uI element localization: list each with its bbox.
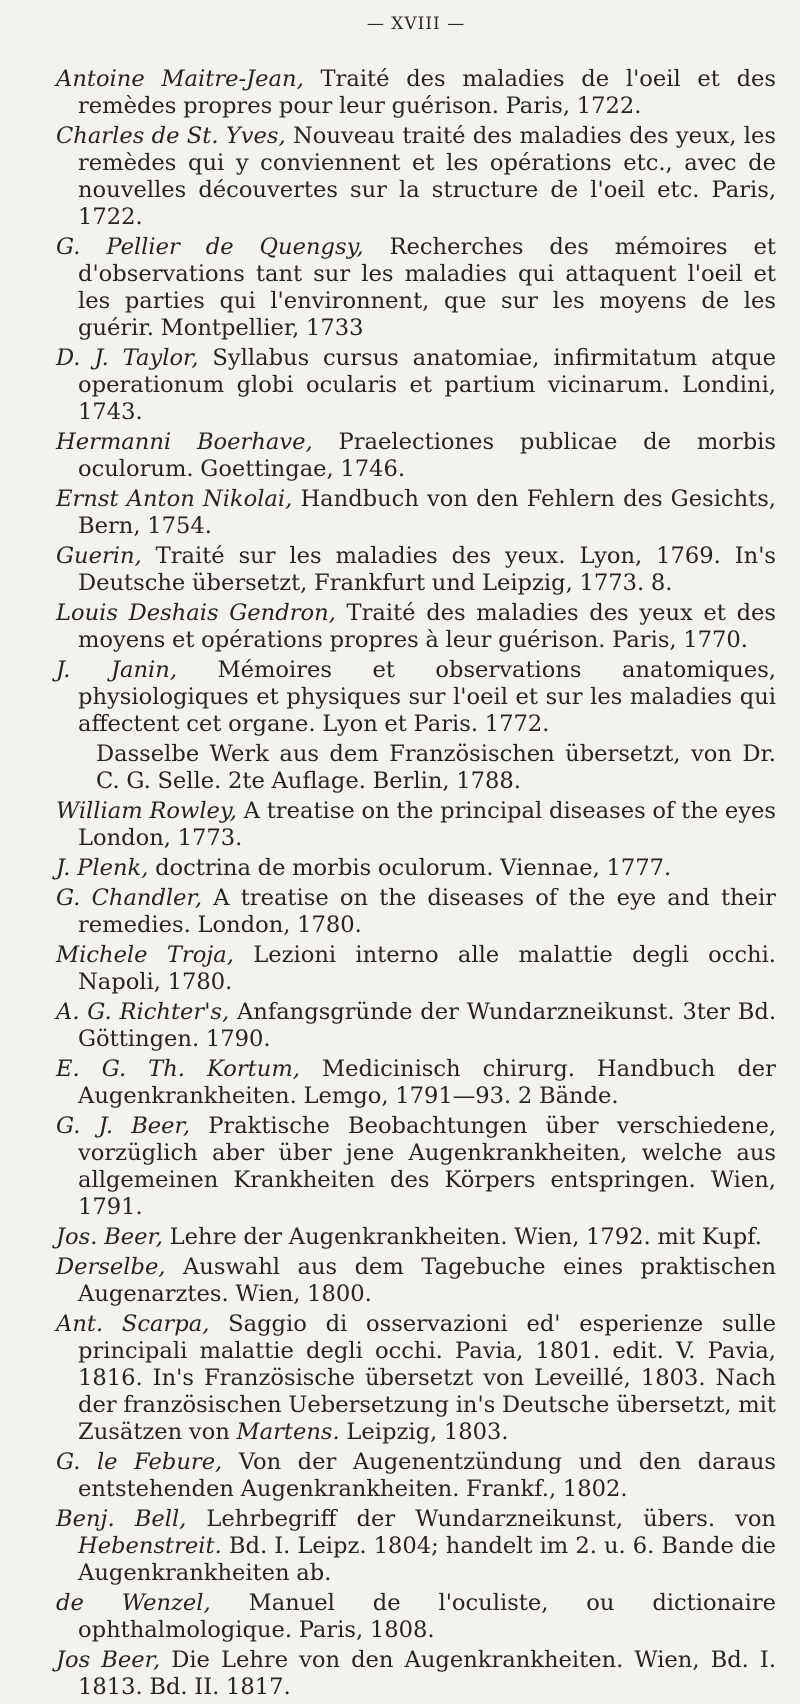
entry-author: Charles de St. Yves,: [56, 123, 286, 149]
entry-text: Saggio di osservazioni ed' esperienze sulle principali malattie degli occhi. Pavia, 1801. edit. V. Pavia, 1816. In's Französische übersetzt von Leveillé, 1803. Nach der französischen Uebersetzung in's Deutsche übersetzt, mit Zusätzen von: [78, 1311, 776, 1445]
entry-author: J. Janin,: [56, 657, 177, 683]
entry-author: de Wenzel,: [56, 1590, 211, 1616]
entry-text: Recherches des mémoires et d'observations tant sur les maladies qui attaquent l'oeil et les parties qui l'environnent, que sur les moyens de les guérir. Montpellier, 1733: [78, 234, 776, 341]
entry-text: Auswahl aus dem Tagebuche eines praktischen Augenarztes. Wien, 1800.: [78, 1254, 776, 1307]
entry-text: Medicinisch chirurg. Handbuch der Augenkrankheiten. Lemgo, 1791—93. 2 Bände.: [78, 1056, 776, 1109]
bibliography-entry: [56, 123, 776, 231]
entry-text: Handbuch von den Fehlern des Gesichts, Bern, 1754.: [78, 486, 776, 539]
book-page: [56, 0, 777, 1700]
entry-author: Louis Deshais Gendron,: [56, 600, 336, 626]
bibliography-entry: [56, 798, 776, 852]
entry-text: Die Lehre von den Augenkrankheiten. Wien, Bd. I. 1813. Bd. II. 1817.: [78, 1647, 776, 1700]
entry-text: Traité sur les maladies des yeux. Lyon, 1769. In's Deutsche übersetzt, Frankfurt und Leipzig, 1773. 8.: [78, 543, 776, 596]
bibliography-entry: [56, 1224, 776, 1251]
bibliography-entry: [56, 600, 776, 654]
entry-author: J. Plenk,: [56, 855, 149, 881]
entry-author: Hermanni Boerhave,: [56, 429, 313, 455]
bibliography-entry: [56, 66, 776, 120]
entry-text: Von der Augenentzündung und den daraus entstehenden Augenkrankheiten. Frankf., 1802.: [78, 1449, 776, 1502]
bibliography-entry: [56, 942, 776, 996]
entry-author: Derselbe,: [56, 1254, 166, 1280]
entry-text: Traité des maladies des yeux et des moyens et opérations propres à leur guérison. Paris, 1770.: [78, 600, 776, 653]
bibliography-entry: [56, 657, 776, 738]
bibliography-entry: [56, 486, 776, 540]
bibliography-entry: [56, 855, 776, 882]
entry-author: A. G. Richter's,: [56, 999, 230, 1025]
bibliography-entry-translation: [56, 741, 776, 795]
entry-author: Antoine Maitre-Jean,: [56, 66, 304, 92]
bibliography-entry: [56, 885, 776, 939]
entry-tail: Leipzig, 1803.: [339, 1419, 509, 1445]
entry-author: Ant. Scarpa,: [56, 1311, 210, 1337]
entry-text: Dasselbe Werk aus dem Französischen übersetzt, von Dr. C. G. Selle. 2te Auflage. Berlin, 1788.: [96, 741, 776, 794]
bibliography-entry: [56, 1647, 776, 1701]
bibliography-entry: [56, 543, 776, 597]
entry-author: G. J. Beer,: [56, 1113, 191, 1139]
entry-text: Lehrbegriff der Wundarzneikunst, übers. von: [186, 1506, 776, 1532]
entry-text: Lehre der Augenkrankheiten. Wien, 1792. mit Kupf.: [162, 1224, 762, 1250]
entry-text: Mémoires et observations anatomiques, physiologiques et physiques sur l'oeil et sur les maladies qui affectent cet organe. Lyon et Paris. 1772.: [78, 657, 776, 737]
entry-author: Ernst Anton Nikolai,: [56, 486, 293, 512]
entry-author: Jos. Beer,: [56, 1224, 163, 1250]
entry-author: Jos Beer,: [56, 1647, 161, 1673]
entry-text: Syllabus cursus anatomiae, infirmitatum atque operationum globi ocularis et partium vicinarum. Londini, 1743.: [78, 345, 777, 425]
entry-author: D. J. Taylor,: [56, 345, 199, 371]
bibliography-entry: [56, 1449, 776, 1503]
bibliography-entry: [56, 1506, 776, 1587]
entry-tail: Bd. I. Leipz. 1804; handelt im 2. u. 6. Bande die Augenkrankheiten ab.: [78, 1533, 776, 1586]
entry-text: Anfangsgründe der Wundarzneikunst. 3ter Bd. Göttingen. 1790.: [78, 999, 776, 1052]
entry-text: Praktische Beobachtungen über verschiedene, vorzüglich aber über jene Augenkrankheiten, welche aus allgemeinen Krankheiten des Körpers entspringen. Wien, 1791.: [78, 1113, 776, 1220]
entry-author: E. G. Th. Kortum,: [56, 1056, 300, 1082]
bibliography-entry: [56, 1254, 776, 1308]
bibliography-entry: [56, 234, 776, 342]
entry-text: Lezioni interno alle malattie degli occhi. Napoli, 1780.: [78, 942, 776, 995]
entry-author: G. Chandler,: [56, 885, 203, 911]
entry-text: A treatise on the diseases of the eye and their remedies. London, 1780.: [78, 885, 776, 938]
bibliography-entry: [56, 1311, 776, 1446]
bibliography-entry: [56, 345, 776, 426]
entry-author: Michele Troja,: [56, 942, 234, 968]
bibliography-entry: [56, 1113, 776, 1221]
bibliography-entry: [56, 999, 776, 1053]
entry-text: A treatise on the principal diseases of the eyes London, 1773.: [78, 798, 776, 851]
entry-author: G. Pellier de Quengsy,: [56, 234, 364, 260]
bibliography-list: [56, 66, 776, 1704]
entry-text: Praelectiones publicae de morbis oculorum. Goettingae, 1746.: [78, 429, 776, 482]
entry-emphasis: Martens.: [236, 1419, 340, 1445]
entry-text: doctrina de morbis oculorum. Viennae, 1777.: [148, 855, 672, 881]
entry-author: Benj. Bell,: [56, 1506, 187, 1532]
page-header: — XVIII —: [366, 14, 466, 34]
entry-text: Nouveau traité des maladies des yeux, les remèdes qui y conviennent et les opérations etc., avec de nouvelles découvertes sur la structure de l'oeil etc. Paris, 1722.: [78, 123, 776, 230]
entry-author: William Rowley,: [56, 798, 237, 824]
entry-author: Guerin,: [56, 543, 142, 569]
bibliography-entry: [56, 1590, 776, 1644]
bibliography-entry: [56, 1056, 776, 1110]
entry-text: Traité des maladies de l'oeil et des remèdes propres pour leur guérison. Paris, 1722.: [78, 66, 776, 119]
bibliography-entry: [56, 429, 776, 483]
entry-text: Manuel de l'oculiste, ou dictionaire ophthalmologique. Paris, 1808.: [78, 1590, 776, 1643]
entry-author: G. le Febure,: [56, 1449, 223, 1475]
entry-emphasis: Hebenstreit.: [78, 1533, 222, 1559]
